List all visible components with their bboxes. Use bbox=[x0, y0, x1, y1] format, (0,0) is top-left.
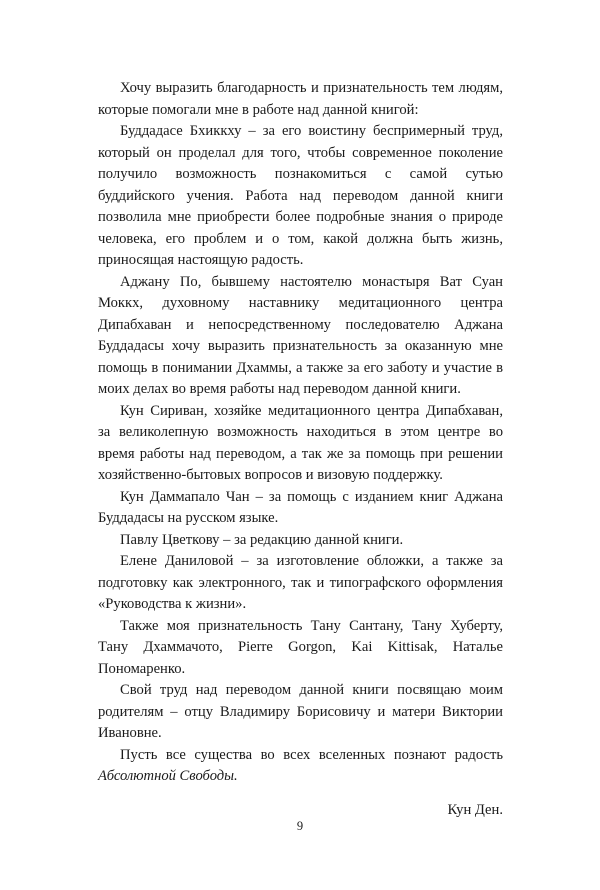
paragraph: Павлу Цветкову – за редакцию данной книги. bbox=[120, 531, 404, 548]
closing-paragraph bbox=[98, 745, 503, 788]
paragraph: Хочу выразить благодарность и признательность тем людям, которые помогали мне в работе над данной книгой: bbox=[98, 80, 503, 118]
author-signature: Кун Ден. bbox=[447, 801, 503, 818]
paragraph: Аджану По, бывшему настоятелю монастыря Ват Суан Моккх, духовному наставнику медитационного центра Дипабхаван и непосредственному последователю Аджана Буддадасы хочу выразить признательность за оказанную мне помощь в понимании Дхаммы, а также за его заботу и участие в моих делах во время работы над переводом данной книги. bbox=[98, 273, 503, 397]
paragraph: Кун Даммапало Чан – за помощь с изданием книг Аджана Буддадасы на русском языке. bbox=[98, 488, 503, 526]
paragraph: Свой труд над переводом данной книги посвящаю моим родителям – отцу Владимиру Борисовичу и матери Виктории Ивановне. bbox=[98, 682, 503, 741]
paragraph: Кун Сириван, хозяйке медитационного центра Дипабхаван, за великолепную возможность находиться в этом центре во время работы над переводом, а так же за помощь при решении хозяйственно-бытовых вопросов и визовую поддержку. bbox=[98, 402, 503, 483]
closing-lead-text: Пусть все существа во всех вселенных познают радость bbox=[120, 746, 503, 763]
paragraph: Также моя признательность Тану Сантану, Тану Хуберту, Тану Дхаммачото, Pierre Gorgon, Kai Kittisak, Наталье Пономаренко. bbox=[98, 617, 503, 677]
paragraph: Елене Даниловой – за изготовление обложки, а также за подготовку как электронного, так и типографского оформления «Руководства к жизни». bbox=[98, 553, 503, 612]
page-number: 9 bbox=[296, 819, 304, 833]
page-text-block bbox=[98, 78, 503, 821]
closing-italic-text: Абсолютной Свободы. bbox=[98, 768, 238, 784]
paragraph: Буддадасе Бхиккху – за его воистину беспримерный труд, который он проделал для того, чтобы современное поколение получило возможность познакомиться с самой сутью буддийского учения. Работа над переводом данной книги позволила мне приобрести более подробные знания о природе человека, его проблем и о том, какой должна быть жизнь, приносящая настоящую радость. bbox=[98, 123, 503, 268]
